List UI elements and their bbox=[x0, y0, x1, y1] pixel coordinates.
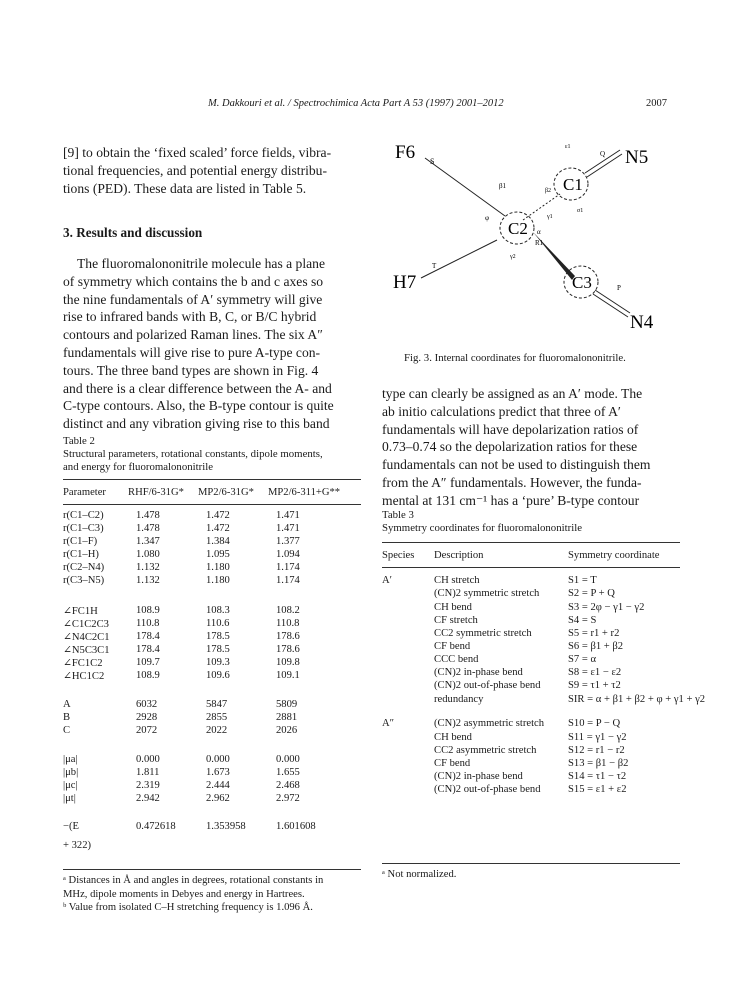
coord-label: β1 bbox=[499, 182, 507, 190]
table-cell: 108.3 bbox=[206, 605, 230, 616]
table-title: Table 3 bbox=[382, 509, 414, 521]
table-cell: CF bend bbox=[434, 758, 471, 769]
right-paragraph bbox=[382, 385, 682, 510]
table-cell: CH bend bbox=[434, 732, 472, 743]
table-cell: S5 = r1 + r2 bbox=[568, 628, 620, 639]
text-line: from the A″ fundamentals. However, the funda- bbox=[382, 474, 642, 490]
atom-label: H7 bbox=[393, 272, 417, 293]
table-cell: 1.095 bbox=[206, 549, 230, 560]
table-cell: 2.972 bbox=[276, 793, 300, 804]
table-cell: 1.472 bbox=[206, 510, 230, 521]
table-header: Symmetry coordinate bbox=[568, 550, 660, 561]
table-cell: 2.468 bbox=[276, 780, 300, 791]
table-cell: S14 = τ1 − τ2 bbox=[568, 771, 627, 782]
text-line: type can clearly be assigned as an A′ mode. The bbox=[382, 386, 643, 401]
table-cell: S4 = S bbox=[568, 615, 597, 626]
table-cell: (CN)2 in-phase bend bbox=[434, 667, 523, 678]
table-cell: SIR = α + β1 + β2 + φ + γ1 + γ2 bbox=[568, 694, 706, 705]
table-cell: (CN)2 asymmetric stretch bbox=[434, 718, 545, 729]
bond-c3-n4 bbox=[595, 290, 630, 313]
table-cell: S8 = ε1 − ε2 bbox=[568, 667, 622, 678]
table-cell: 1.174 bbox=[276, 562, 300, 573]
table-cell: 178.5 bbox=[206, 644, 230, 655]
citation: M. Dakkouri et al. / Spectrochimica Acta Part A 53 (1997) 2001–2012 bbox=[208, 98, 504, 109]
table-cell: CC2 symmetric stretch bbox=[434, 628, 532, 639]
text-line: and there is a clear difference between the A- and bbox=[63, 380, 332, 396]
table-cell: S2 = P + Q bbox=[568, 588, 615, 599]
table-2 bbox=[63, 435, 363, 915]
table-cell: redundancy bbox=[434, 694, 484, 705]
row-parameter: ∠N5C3C1 bbox=[63, 645, 110, 656]
figure-3-diagram bbox=[385, 128, 685, 348]
table-cell: 178.4 bbox=[136, 644, 160, 655]
row-parameter: ∠HC1C2 bbox=[63, 671, 105, 682]
table-cell: 2072 bbox=[136, 725, 158, 736]
row-parameter: B bbox=[63, 712, 71, 723]
coord-label: β2 bbox=[545, 188, 552, 194]
row-parameter: ∠C1C2C3 bbox=[63, 619, 109, 630]
table-header: Description bbox=[434, 550, 484, 561]
table-cell: (CN)2 in-phase bend bbox=[434, 771, 523, 782]
table-cell: 2855 bbox=[206, 712, 228, 723]
table-cell: 1.094 bbox=[276, 549, 300, 560]
table-header: RHF/6-31G* bbox=[128, 487, 184, 498]
table-cell: CH bend bbox=[434, 602, 472, 613]
coord-label: γ1 bbox=[547, 214, 553, 220]
intro-paragraph bbox=[63, 144, 363, 197]
table-header: MP2/6-311+G** bbox=[268, 487, 341, 498]
results-paragraph bbox=[63, 255, 363, 433]
table-caption: Structural parameters, rotational constants, dipole moments, bbox=[63, 448, 323, 460]
table-cell: 1.180 bbox=[206, 562, 230, 573]
text-line: tours. The three band types are shown in Fig. 4 bbox=[63, 362, 319, 378]
row-parameter: ∠FC1H bbox=[63, 606, 98, 617]
table-cell: S6 = β1 + β2 bbox=[568, 641, 624, 652]
text-line: tional frequencies, and potential energy distribu- bbox=[63, 162, 327, 178]
table-cell: 110.8 bbox=[276, 618, 300, 629]
table-cell: 178.6 bbox=[276, 631, 300, 642]
row-parameter: |μb| bbox=[63, 767, 79, 778]
table-cell: 1.353958 bbox=[206, 821, 246, 832]
table-cell: CH stretch bbox=[434, 575, 480, 586]
table-3-footnote bbox=[382, 868, 682, 882]
row-parameter: ∠FC1C2 bbox=[63, 658, 103, 669]
text-line: fundamentals can not be used to distinguish them bbox=[382, 457, 651, 473]
table-cell: CF bend bbox=[434, 641, 471, 652]
row-parameter: −(E bbox=[63, 821, 79, 832]
table-header: MP2/6-31G* bbox=[198, 487, 254, 498]
table-cell: 1.471 bbox=[276, 510, 300, 521]
table-cell: CF stretch bbox=[434, 615, 478, 626]
table-cell: 109.7 bbox=[136, 657, 160, 668]
table-header: Species bbox=[382, 550, 415, 561]
table-caption: Symmetry coordinates for fluoromalononitrile bbox=[382, 522, 582, 534]
table-2-footnotes bbox=[63, 874, 363, 915]
table-cell: 108.2 bbox=[276, 605, 300, 616]
row-parameter: |μc| bbox=[63, 780, 78, 791]
row-parameter: + 322) bbox=[63, 840, 92, 851]
table-cell: 109.6 bbox=[206, 670, 230, 681]
text-line: distinct and any vibration giving rise to this band bbox=[63, 416, 330, 432]
row-parameter: r(C1–C2) bbox=[63, 510, 104, 521]
table-cell: (CN)2 out-of-phase bend bbox=[434, 680, 541, 691]
text-line: fundamentals will give rise to pure A-type con- bbox=[63, 344, 321, 360]
row-parameter: |μa| bbox=[63, 754, 78, 765]
coord-label: Q bbox=[600, 150, 606, 158]
table-cell: S3 = 2φ − γ1 − γ2 bbox=[568, 602, 645, 613]
table-caption: and energy for fluoromalononitrile bbox=[63, 461, 214, 473]
row-parameter: ∠N4C2C1 bbox=[63, 632, 110, 643]
row-species: A′ bbox=[382, 575, 392, 586]
table-cell: 1.472 bbox=[206, 523, 230, 534]
atom-label: F6 bbox=[395, 142, 416, 163]
table-cell: 110.6 bbox=[206, 618, 230, 629]
table-cell: 1.655 bbox=[276, 767, 300, 778]
table-cell: 178.6 bbox=[276, 644, 300, 655]
table-cell: 2026 bbox=[276, 725, 298, 736]
table-cell: 5847 bbox=[206, 699, 228, 710]
row-parameter: r(C2–N4) bbox=[63, 562, 105, 573]
bond-f6-c2 bbox=[425, 158, 505, 216]
coord-label: P bbox=[617, 284, 621, 292]
table-cell: 1.174 bbox=[276, 575, 300, 586]
coord-label: α bbox=[537, 228, 541, 236]
text-line: rise to infrared bands with B, C, or B/C hybrid bbox=[63, 309, 317, 325]
atom-label: C1 bbox=[563, 175, 583, 194]
row-parameter: |μt| bbox=[63, 793, 76, 804]
table-cell: S1 = T bbox=[568, 575, 597, 586]
table-3 bbox=[382, 509, 706, 869]
table-cell: 108.9 bbox=[136, 605, 160, 616]
section-title: 3. Results and discussion bbox=[63, 225, 203, 240]
text-line: mental at 131 cm⁻¹ has a ‘pure’ B-type contour bbox=[382, 492, 640, 508]
footnote: MHz, dipole moments in Debyes and energy in Hartrees. bbox=[63, 888, 305, 900]
atom-label: N5 bbox=[625, 147, 649, 168]
row-parameter: r(C1–C3) bbox=[63, 523, 104, 534]
bond-c2-c1 bbox=[523, 194, 560, 220]
atom-label: N4 bbox=[630, 312, 654, 333]
table-cell: 109.3 bbox=[206, 657, 230, 668]
table-cell: (CN)2 out-of-phase bend bbox=[434, 784, 541, 795]
bond-h7-c2 bbox=[421, 240, 497, 278]
text-line: of symmetry which contains the b and c axes so bbox=[63, 273, 324, 289]
coord-label: ε1 bbox=[565, 144, 571, 150]
table-cell: S12 = r1 − r2 bbox=[568, 745, 625, 756]
text-line: contours and polarized Raman lines. The six A″ bbox=[63, 327, 323, 343]
table-cell: 1.384 bbox=[206, 536, 230, 547]
figure-3-caption: Fig. 3. Internal coordinates for fluoromalononitrile. bbox=[404, 352, 626, 364]
table-cell: 110.8 bbox=[136, 618, 160, 629]
table-header: Parameter bbox=[63, 487, 106, 498]
table-cell: 2.962 bbox=[206, 793, 230, 804]
table-cell: 1.471 bbox=[276, 523, 300, 534]
table-cell: 2.319 bbox=[136, 780, 160, 791]
coord-label: γ2 bbox=[510, 254, 516, 260]
table-cell: 109.8 bbox=[276, 657, 300, 668]
table-cell: 5809 bbox=[276, 699, 298, 710]
table-cell: 0.472618 bbox=[136, 821, 176, 832]
table-cell: 2022 bbox=[206, 725, 228, 736]
table-cell: 0.000 bbox=[206, 754, 230, 765]
text-line: tions (PED). These data are listed in Table 5. bbox=[63, 180, 307, 196]
coord-label: R1 bbox=[535, 239, 544, 247]
coord-label: σ1 bbox=[577, 208, 584, 214]
row-parameter: C bbox=[63, 725, 71, 736]
table-cell: 1.377 bbox=[276, 536, 300, 547]
table-cell: 2.444 bbox=[206, 780, 230, 791]
table-cell: S11 = γ1 − γ2 bbox=[568, 732, 627, 743]
table-cell: 1.478 bbox=[136, 523, 160, 534]
row-species: A″ bbox=[382, 718, 395, 729]
table-cell: 178.4 bbox=[136, 631, 160, 642]
table-cell: S7 = α bbox=[568, 654, 597, 665]
table-cell: 108.9 bbox=[136, 670, 160, 681]
row-parameter: r(C1–F) bbox=[63, 536, 98, 547]
text-line: 0.73–0.74 so the depolarization ratios for these bbox=[382, 439, 638, 455]
table-cell: CC2 asymmetric stretch bbox=[434, 745, 537, 756]
table-cell: S10 = P − Q bbox=[568, 718, 621, 729]
table-cell: 1.180 bbox=[206, 575, 230, 586]
table-cell: 6032 bbox=[136, 699, 158, 710]
text-line: the nine fundamentals of A′ symmetry will give bbox=[63, 291, 323, 307]
text-line: The fluoromalononitrile molecule has a plane bbox=[77, 256, 325, 271]
table-cell: 1.811 bbox=[136, 767, 160, 778]
table-cell: 1.673 bbox=[206, 767, 230, 778]
table-title: Table 2 bbox=[63, 435, 95, 447]
footnote: ᵇ Value from isolated C–H stretching frequency is 1.096 Å. bbox=[63, 902, 313, 913]
row-parameter: r(C3–N5) bbox=[63, 575, 105, 586]
row-parameter: r(C1–H) bbox=[63, 549, 99, 560]
table-cell: 1.478 bbox=[136, 510, 160, 521]
page-number: 2007 bbox=[646, 98, 667, 109]
table-cell: 178.5 bbox=[206, 631, 230, 642]
table-cell: 0.000 bbox=[276, 754, 300, 765]
text-line: fundamentals will have depolarization ratios of bbox=[382, 421, 639, 437]
table-cell: 1.080 bbox=[136, 549, 160, 560]
text-line: [9] to obtain the ‘fixed scaled’ force fields, vibra- bbox=[63, 145, 332, 160]
coord-label: φ bbox=[485, 214, 490, 222]
table-cell: S15 = ε1 + ε2 bbox=[568, 784, 627, 795]
table-cell: (CN)2 symmetric stretch bbox=[434, 588, 540, 599]
table-cell: 0.000 bbox=[136, 754, 160, 765]
table-cell: 109.1 bbox=[276, 670, 300, 681]
row-parameter: A bbox=[63, 699, 71, 710]
footnote: ᵃ Not normalized. bbox=[382, 869, 457, 880]
coord-label: S bbox=[430, 157, 435, 166]
text-line: C-type contours. Also, the B-type contour is quite bbox=[63, 398, 334, 414]
table-cell: 2928 bbox=[136, 712, 158, 723]
table-cell: 1.601608 bbox=[276, 821, 316, 832]
table-cell: 1.132 bbox=[136, 575, 160, 586]
coord-label: T bbox=[432, 262, 437, 270]
atom-label: C2 bbox=[508, 219, 528, 238]
table-cell: S13 = β1 − β2 bbox=[568, 758, 629, 769]
table-cell: 2.942 bbox=[136, 793, 160, 804]
footnote: ᵃ Distances in Å and angles in degrees, rotational constants in bbox=[63, 875, 324, 886]
atom-label: C3 bbox=[572, 273, 592, 292]
table-cell: 1.132 bbox=[136, 562, 160, 573]
text-line: ab initio calculations predict that three of A′ bbox=[382, 403, 621, 419]
table-cell: S9 = τ1 + τ2 bbox=[568, 680, 621, 691]
table-cell: 2881 bbox=[276, 712, 298, 723]
table-cell: 1.347 bbox=[136, 536, 160, 547]
table-cell: CCC bend bbox=[434, 654, 479, 665]
